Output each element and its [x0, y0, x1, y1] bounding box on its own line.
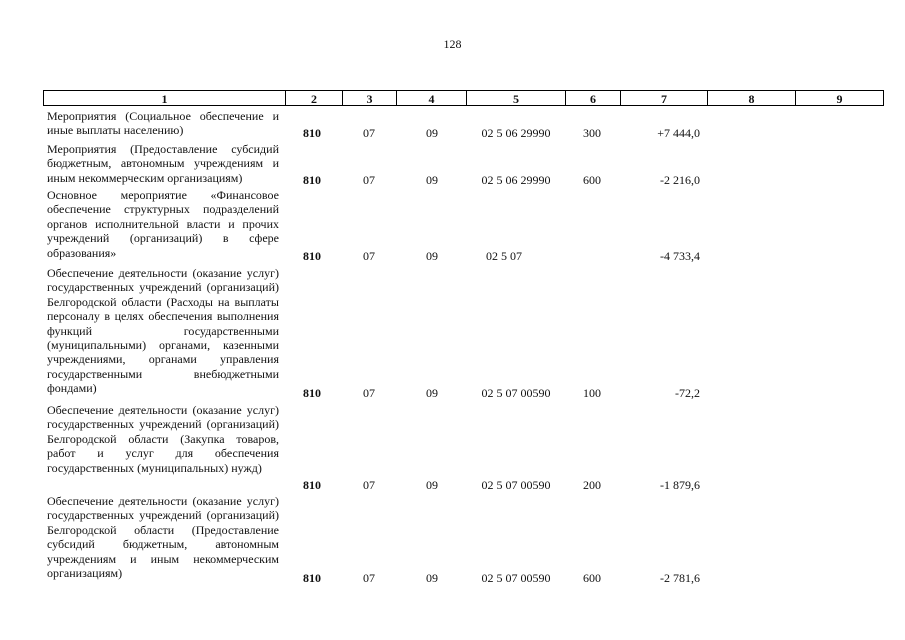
column-header-9: 9 — [836, 92, 843, 106]
row-code: 810 — [303, 386, 321, 400]
row-target: 02 5 07 00590 — [481, 571, 551, 585]
row-amount: -72,2 — [675, 386, 700, 400]
row-expense-type: 600 — [583, 571, 601, 585]
row-subsection: 09 — [426, 173, 438, 187]
row-description: Мероприятия (Социальное обеспечение и иные выплаты населению) — [47, 109, 279, 138]
row-target: 02 5 07 00590 — [481, 386, 551, 400]
row-subsection: 09 — [426, 571, 438, 585]
row-subsection: 09 — [426, 478, 438, 492]
page-number: 128 — [443, 37, 462, 51]
row-expense-type: 200 — [583, 478, 601, 492]
row-code: 810 — [303, 571, 321, 585]
row-description: Обеспечение деятельности (оказание услуг) государственных учреждений (организаций) Белгородской области (Предоставление субсидий бюджетным, автономным учреждениям и иным некоммерческим организациям) — [47, 494, 279, 581]
row-amount: -2 781,6 — [660, 571, 700, 585]
row-section: 07 — [363, 386, 375, 400]
row-target: 02 5 06 29990 — [481, 126, 551, 140]
row-code: 810 — [303, 173, 321, 187]
row-subsection: 09 — [426, 126, 438, 140]
row-section: 07 — [363, 478, 375, 492]
row-amount: -4 733,4 — [660, 249, 700, 263]
row-target: 02 5 07 — [486, 249, 522, 263]
column-header-3: 3 — [343, 91, 397, 105]
column-header-1: 1 — [44, 91, 286, 105]
row-expense-type: 600 — [583, 173, 601, 187]
row-section: 07 — [363, 571, 375, 585]
row-section: 07 — [363, 249, 375, 263]
row-code: 810 — [303, 478, 321, 492]
row-description: Обеспечение деятельности (оказание услуг) государственных учреждений (организаций) Белгородской области (Расходы на выплаты персоналу в целях обеспечения выполнения функций государственными (муниципальными) органами, казенными учреждениями, органами управления государственными внебюджетными фондами) — [47, 266, 279, 396]
row-amount: -2 216,0 — [660, 173, 700, 187]
row-subsection: 09 — [426, 386, 438, 400]
column-header-7: 7 — [621, 91, 708, 105]
column-header-5: 5 — [467, 91, 566, 105]
row-expense-type: 100 — [583, 386, 601, 400]
column-header-4: 4 — [397, 91, 467, 105]
row-subsection: 09 — [426, 249, 438, 263]
column-header-2: 2 — [286, 91, 343, 105]
row-target: 02 5 06 29990 — [481, 173, 551, 187]
table-header — [43, 90, 884, 106]
row-amount: -1 879,6 — [660, 478, 700, 492]
row-amount: +7 444,0 — [657, 126, 700, 140]
row-expense-type: 300 — [583, 126, 601, 140]
row-code: 810 — [303, 249, 321, 263]
row-description: Основное мероприятие «Финансовое обеспечение структурных подразделений органов исполнительной власти и прочих учреждений (организаций) в сфере образования» — [47, 188, 279, 260]
row-target: 02 5 07 00590 — [481, 478, 551, 492]
row-description: Обеспечение деятельности (оказание услуг) государственных учреждений (организаций) Белгородской области (Закупка товаров, работ и услуг для обеспечения государственных (муниципальных) нужд) — [47, 403, 279, 475]
column-header-6: 6 — [566, 91, 621, 105]
row-section: 07 — [363, 126, 375, 140]
row-section: 07 — [363, 173, 375, 187]
row-code: 810 — [303, 126, 321, 140]
row-description: Мероприятия (Предоставление субсидий бюджетным, автономным учреждениям и иным некоммерческим организациям) — [47, 142, 279, 185]
column-header-8: 8 — [708, 91, 796, 105]
